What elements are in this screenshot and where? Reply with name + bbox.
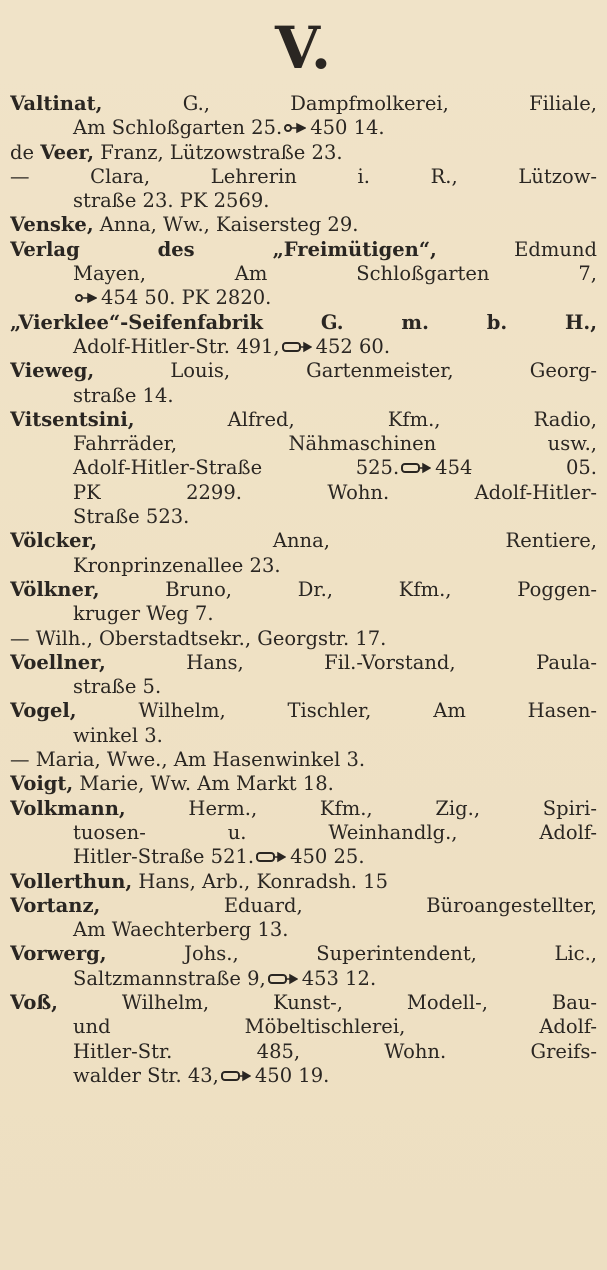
entry-phone-number: 454 50. PK 2820.: [101, 286, 272, 310]
entry-text: winkel 3.: [73, 723, 163, 747]
entry-line: [10, 870, 597, 894]
entry-text: PK 2299. Wohn. Adolf-Hitler-: [73, 480, 597, 504]
entry-name: Vorwerg,: [10, 942, 107, 966]
entry-continuation-line: [10, 189, 597, 213]
directory-entry: [10, 772, 597, 796]
directory-entry: [10, 578, 597, 627]
directory-entry: [10, 894, 597, 943]
entry-text: — Wilh., Oberstadtsekr., Georgstr. 17.: [10, 626, 387, 650]
entry-phone-number: 453 12.: [301, 966, 377, 990]
entry-text: Alfred, Kfm., Radio,: [134, 407, 597, 431]
entry-line: [10, 311, 597, 335]
entry-line: [10, 213, 597, 237]
entry-name: Vortanz,: [10, 893, 101, 917]
entry-line: [10, 942, 597, 966]
telephone-icon: [268, 968, 298, 982]
entry-name: Voß,: [10, 990, 58, 1014]
directory-entry: [10, 311, 597, 360]
entry-continuation-line: [10, 286, 597, 310]
entry-name: Vogel,: [10, 699, 77, 723]
entry-text: Franz, Lützowstraße 23.: [94, 140, 343, 164]
directory-entry: [10, 238, 597, 311]
entry-line: [10, 529, 597, 553]
entry-text: straße 14.: [73, 383, 174, 407]
entry-name: Völkner,: [10, 577, 100, 601]
entry-name: Vollerthun,: [10, 869, 133, 893]
directory-entries: [10, 92, 597, 1088]
entry-continuation-line: [10, 967, 597, 991]
entry-line: [10, 359, 597, 383]
entry-text: straße 23. PK 2569.: [73, 189, 270, 213]
entry-text: Straße 523.: [73, 505, 190, 529]
entry-text: Louis, Gartenmeister, Georg-: [94, 359, 597, 383]
directory-entry: [10, 92, 597, 141]
entry-phone-number: 450 14.: [310, 116, 385, 140]
entry-text: G., Dampfmolkerei, Filiale,: [102, 92, 597, 115]
directory-entry: [10, 870, 597, 894]
entry-continuation-line: [10, 554, 597, 578]
entry-line: [10, 408, 597, 432]
directory-entry: [10, 408, 597, 529]
entry-text: Fahrräder, Nähmaschinen usw.,: [73, 432, 597, 456]
entry-line: [10, 92, 597, 116]
entry-text: tuosen- u. Weinhandlg., Adolf-: [73, 820, 597, 844]
entry-text: Wilhelm, Kunst-, Modell-, Bau-: [57, 990, 597, 1014]
entry-text: Edmund: [436, 237, 597, 261]
entry-text: Anna, Rentiere,: [97, 529, 597, 553]
telephone-arrow-icon: [284, 116, 306, 128]
entry-continuation-line: [10, 335, 597, 359]
directory-entry: [10, 529, 597, 578]
entry-line: [10, 238, 597, 262]
entry-text: Anna, Ww., Kaisersteg 29.: [93, 213, 359, 237]
entry-continuation-line: [10, 918, 597, 942]
entry-text: kruger Weg 7.: [73, 602, 214, 626]
entry-text: Hitler-Straße 521.: [73, 845, 255, 869]
entry-text: Am Waechterberg 13.: [73, 918, 289, 942]
directory-entry: [10, 359, 597, 408]
telephone-arrow-icon: [75, 286, 97, 298]
entry-line: [10, 748, 597, 772]
entry-continuation-line: [10, 1040, 597, 1064]
entry-phone-number: 454 05.: [435, 456, 597, 480]
entry-continuation-line: [10, 845, 597, 869]
entry-text: Hitler-Str. 485, Wohn. Greifs-: [73, 1039, 597, 1063]
entry-text: Marie, Ww. Am Markt 18.: [73, 772, 334, 796]
entry-line: [10, 651, 597, 675]
telephone-icon: [401, 457, 431, 471]
entry-continuation-line: [10, 1064, 597, 1088]
entry-text: Eduard, Büroangestellter,: [100, 893, 597, 917]
entry-name: Verlag des „Freimütigen“,: [10, 237, 437, 261]
entry-line: [10, 578, 597, 602]
telephone-icon: [282, 336, 312, 350]
entry-continuation-line: [10, 456, 597, 480]
directory-entry: [10, 213, 597, 237]
directory-entry: [10, 748, 597, 772]
entry-name: „Vierklee“-Seifenfabrik G. m. b. H.,: [10, 310, 597, 334]
entry-name: Veer,: [40, 140, 95, 164]
entry-continuation-line: [10, 481, 597, 505]
directory-entry: [10, 991, 597, 1088]
entry-text: Wilhelm, Tischler, Am Hasen-: [76, 699, 597, 723]
entry-line: [10, 165, 597, 189]
directory-entry: [10, 797, 597, 870]
entry-line: [10, 141, 597, 165]
entry-continuation-line: [10, 1015, 597, 1039]
entry-text: Adolf-Hitler-Str. 491,: [73, 334, 280, 358]
entry-text: und Möbeltischlerei, Adolf-: [73, 1015, 597, 1039]
entry-name: Voigt,: [10, 772, 74, 796]
entry-text: — Maria, Wwe., Am Hasenwinkel 3.: [10, 748, 366, 772]
directory-entry: [10, 141, 597, 165]
entry-name: Völcker,: [10, 529, 98, 553]
entry-continuation-line: [10, 384, 597, 408]
entry-text: walder Str. 43,: [73, 1063, 219, 1087]
telephone-icon: [221, 1065, 251, 1079]
entry-phone-number: 452 60.: [315, 334, 391, 358]
entry-line: [10, 894, 597, 918]
entry-text: Herm., Kfm., Zig., Spiri-: [125, 796, 597, 820]
entry-text: Adolf-Hitler-Straße 525.: [73, 456, 400, 480]
entry-name: Valtinat,: [10, 92, 103, 115]
entry-text: Johs., Superintendent, Lic.,: [106, 942, 597, 966]
entry-text: Bruno, Dr., Kfm., Poggen-: [99, 577, 597, 601]
entry-name: Vieweg,: [10, 359, 95, 383]
entry-phone-number: 450 19.: [254, 1063, 330, 1087]
entry-line: [10, 772, 597, 796]
entry-text: straße 5.: [73, 675, 162, 699]
telephone-icon: [256, 846, 286, 860]
entry-continuation-line: [10, 262, 597, 286]
entry-text: Am Schloßgarten 25.: [73, 116, 283, 140]
entry-continuation-line: [10, 675, 597, 699]
entry-text: Hans, Fil.-Vorstand, Paula-: [105, 650, 597, 674]
entry-line: [10, 627, 597, 651]
directory-entry: [10, 651, 597, 700]
directory-entry: [10, 699, 597, 748]
entry-line: [10, 797, 597, 821]
entry-prefix: de: [10, 140, 41, 164]
entry-text: — Clara, Lehrerin i. R., Lützow-: [10, 164, 597, 188]
entry-continuation-line: [10, 602, 597, 626]
entry-name: Venske,: [10, 213, 94, 237]
entry-name: Vitsentsini,: [10, 407, 135, 431]
entry-continuation-line: [10, 724, 597, 748]
directory-entry: [10, 165, 597, 214]
entry-continuation-line: [10, 432, 597, 456]
entry-text: Mayen, Am Schloßgarten 7,: [73, 262, 597, 286]
entry-continuation-line: [10, 116, 597, 140]
entry-continuation-line: [10, 505, 597, 529]
entry-continuation-line: [10, 821, 597, 845]
entry-text: Saltzmannstraße 9,: [73, 966, 266, 990]
entry-text: Kronprinzenallee 23.: [73, 553, 281, 577]
directory-entry: [10, 627, 597, 651]
entry-text: Hans, Arb., Konradsh. 15: [132, 869, 388, 893]
section-heading: V.: [274, 14, 333, 82]
entry-name: Volkmann,: [10, 796, 126, 820]
directory-entry: [10, 942, 597, 991]
entry-line: [10, 991, 597, 1015]
entry-phone-number: 450 25.: [290, 845, 365, 869]
entry-name: Voellner,: [10, 650, 106, 674]
entry-line: [10, 699, 597, 723]
